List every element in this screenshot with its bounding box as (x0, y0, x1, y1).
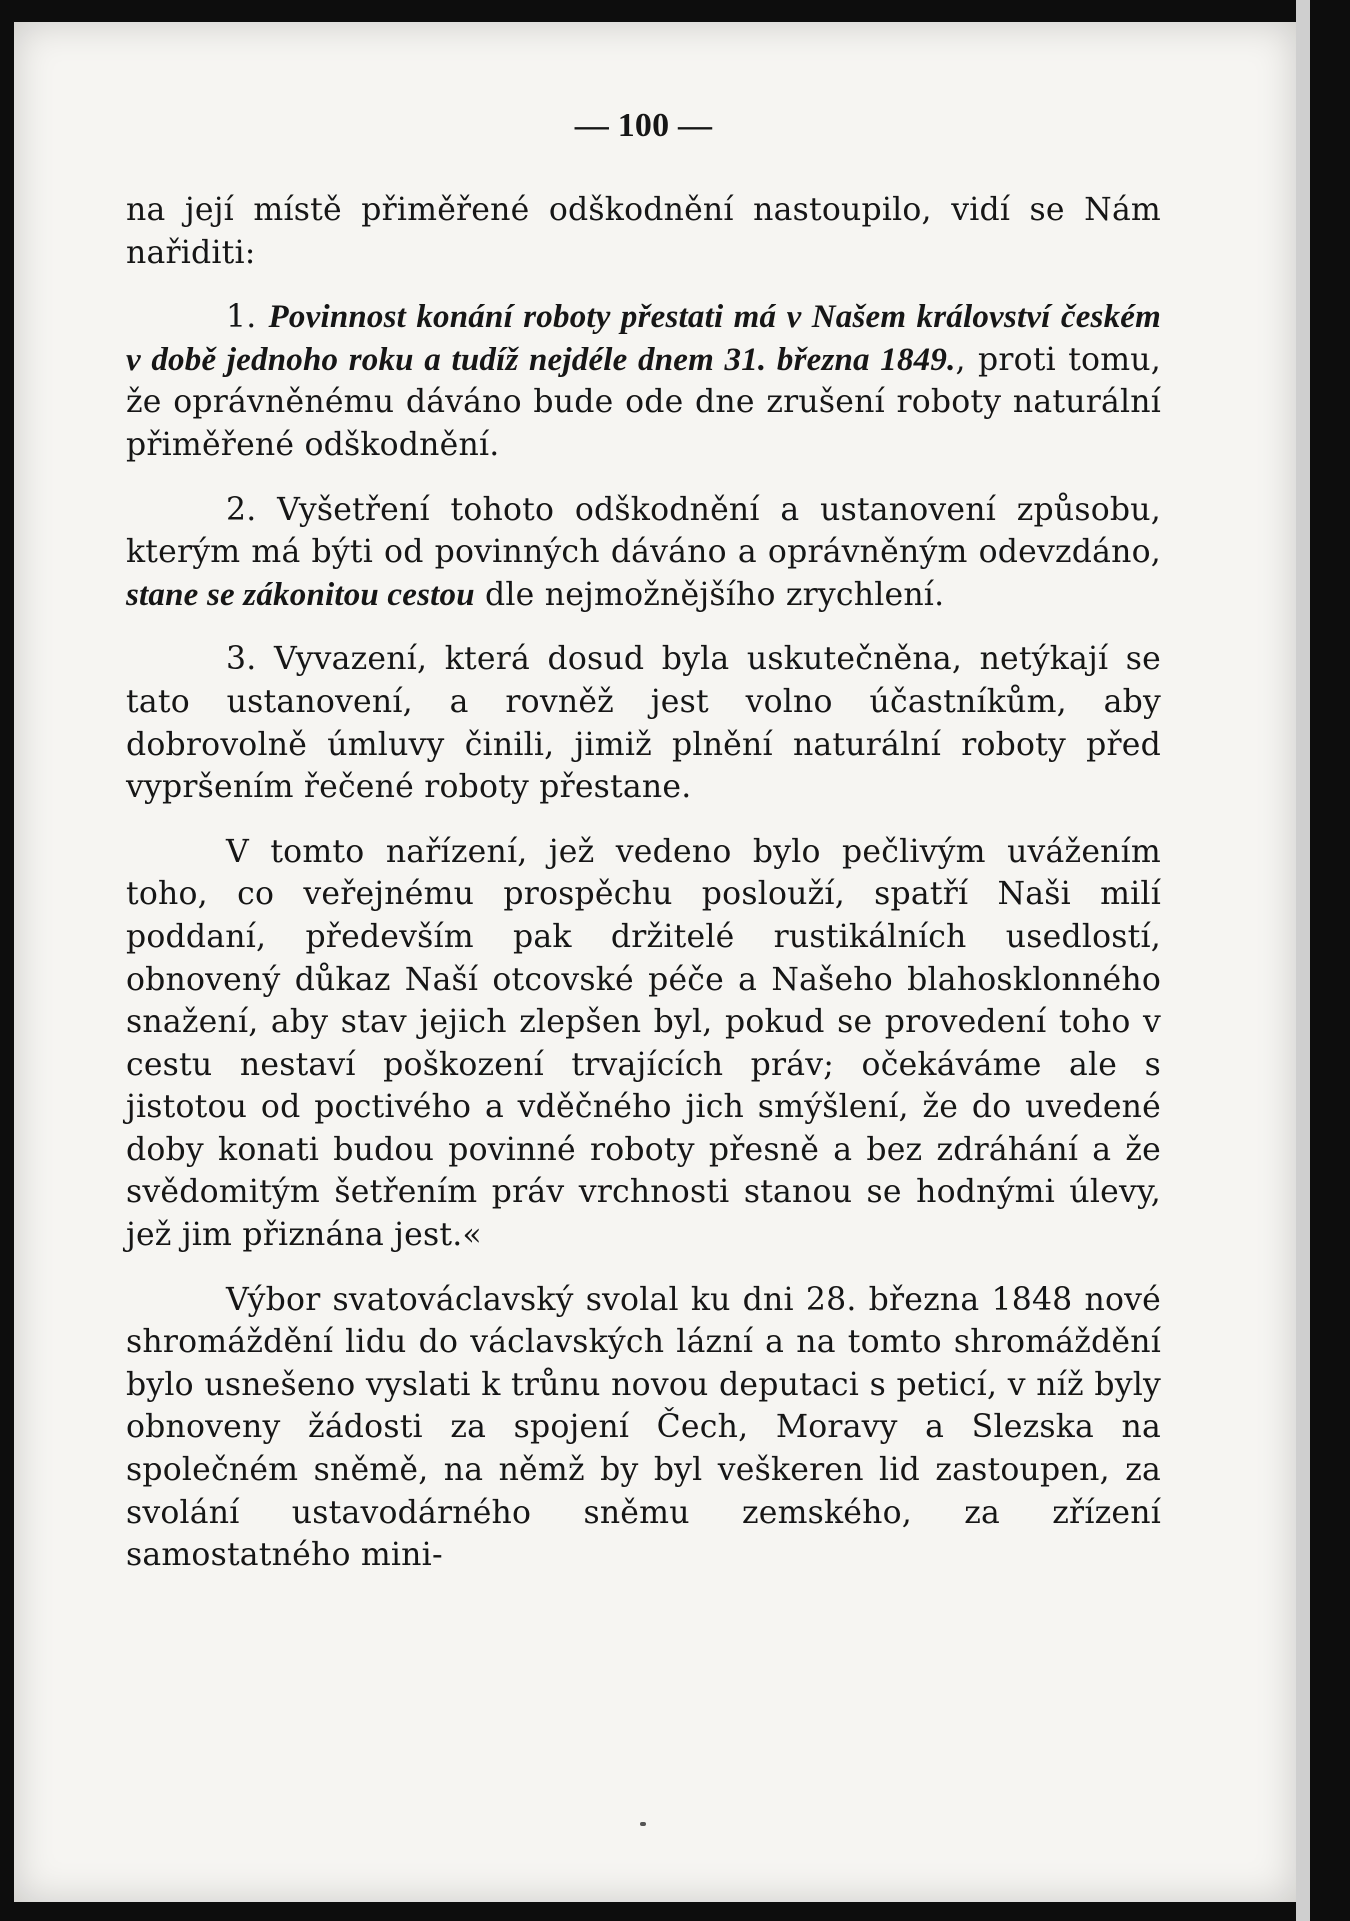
item-2-before: 2. Vyšetření tohoto odškodnění a ustanovení způsobu, kterým má býti od povinných dáváno a oprávněným odevzdáno, (126, 491, 1161, 571)
paragraph-item-1 (126, 296, 1161, 466)
page-text (126, 105, 1161, 1577)
item-1-emphasis: Povinnost konání roboty přestati má v Našem království českém v době jednoho roku a tudíž nejdéle dnem 31. března 1849. (126, 299, 1162, 378)
item-2-after: dle nejmožnějšího zrychlení. (474, 576, 945, 613)
printer-mark (640, 1822, 646, 1826)
item-1-text: , proti tomu, že oprávněnému dáváno bude ode dne zrušení roboty naturální přiměřené odškodnění. (126, 341, 1161, 463)
item-2-emphasis: stane se zákonitou cestou (126, 576, 475, 613)
paragraph-item-3: 3. Vyvazení, která dosud byla uskutečněna, netýkají se tato ustanovení, a rovněž jest volno účastníkům, aby dobrovolně úmluvy činili, jimiž plnění naturální roboty před vypršením řečené roboty přestane. (126, 641, 1161, 806)
paragraph-intro: na její místě přiměřené odškodnění nastoupilo, vidí se Nám nařiditi: (126, 192, 1161, 271)
paragraph-item-2 (126, 489, 1161, 617)
paragraph-decree: V tomto nařízení, jež vedeno bylo pečlivým uvážením toho, co veřejnému prospěchu poslouží, spatří Naši milí poddaní, především pak držitelé rustikálních usedlostí, obnovený důkaz Naší otcovské péče a Našeho blahosklonného snažení, aby stav jejich zlepšen byl, pokud se provedení toho v cestu nestaví poškození trvajících práv; očekáváme ale s jistotou od poctivého a vděčného jich smýšlení, že do uvedené doby konati budou povinné roboty přesně a bez zdráhání a že svědomitým šetřením práv vrchnosti stanou se hodnými úlevy, jež jim přiznána jest.« (126, 833, 1161, 1254)
page-number: — 100 — (574, 107, 713, 144)
paragraph-committee: Výbor svatováclavský svolal ku dni 28. března 1848 nové shromáždění lidu do václavských lázní a na tomto shromáždění bylo usnešeno vyslati k trůnu novou deputaci s peticí, v níž byly obnoveny žádosti za spojení Čech, Moravy a Slezska na společném sněmě, na němž by byl veškeren lid zastoupen, za svolání ustavodárného sněmu zemského, za zřízení samostatného mini- (126, 1281, 1161, 1574)
item-1-number: 1. (226, 299, 269, 336)
page-edge (1296, 0, 1310, 1921)
